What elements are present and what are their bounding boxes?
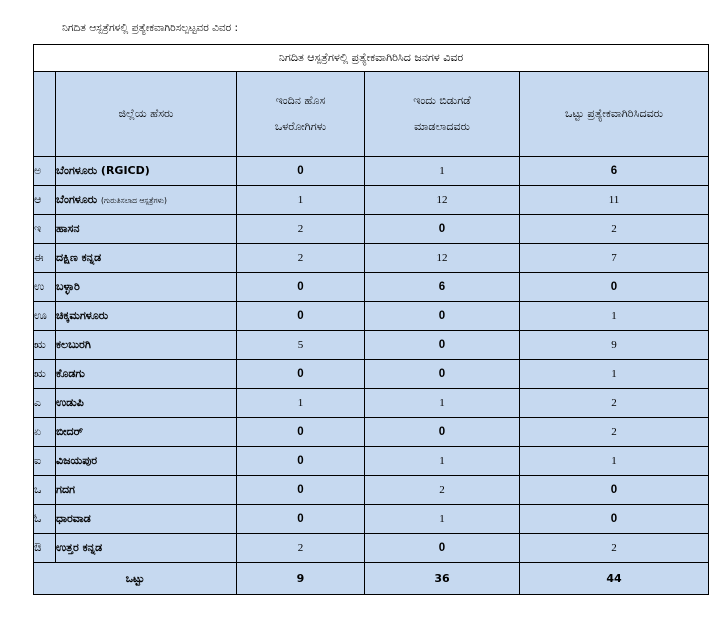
district-cell <box>56 505 237 534</box>
total-isolated-cell: 1 <box>520 360 709 389</box>
totals-row <box>34 563 709 595</box>
district-cell <box>56 302 237 331</box>
table-row <box>34 389 709 418</box>
total-isolated-cell: 2 <box>520 418 709 447</box>
new-admissions-cell: 0 <box>237 302 365 331</box>
discharged-cell: 0 <box>365 534 520 563</box>
district-cell <box>56 331 237 360</box>
total-isolated-cell: 7 <box>520 244 709 273</box>
total-isolated-cell: 9 <box>520 331 709 360</box>
discharged-cell: 1 <box>365 447 520 476</box>
table-row <box>34 476 709 505</box>
row-index: ಋ <box>34 331 56 360</box>
new-admissions-cell: 1 <box>237 186 365 215</box>
district-cell <box>56 244 237 273</box>
total-isolated-cell: 0 <box>520 476 709 505</box>
district-name: ಕೊಡಗು <box>56 367 85 380</box>
table-row <box>34 157 709 186</box>
table-row <box>34 505 709 534</box>
row-index: ಋ <box>34 360 56 389</box>
district-name: ಗದಗ <box>56 483 76 496</box>
discharged-cell: 1 <box>365 157 520 186</box>
discharged-cell: 0 <box>365 360 520 389</box>
table-row <box>34 447 709 476</box>
row-index: ಈ <box>34 244 56 273</box>
discharged-cell: 0 <box>365 302 520 331</box>
table-caption: ನಿಗದಿತ ಆಸ್ಪತ್ರೆಗಳಲ್ಲಿ ಪ್ರತ್ಯೇಕವಾಗಿರಿಸಿದ ಜನಗಳ ವಿವರ <box>34 45 709 72</box>
discharged-cell: 12 <box>365 244 520 273</box>
table-row <box>34 302 709 331</box>
district-note: (ಗುರುತಿಸಲಾದ ಆಸ್ಪತ್ರೆಗಳು) <box>100 196 167 205</box>
district-cell <box>56 447 237 476</box>
district-name: ಚಿಕ್ಕಮಗಳೂರು <box>56 309 109 322</box>
district-name: ಕಲಬುರಗಿ <box>56 338 91 351</box>
total-isolated-cell: 2 <box>520 534 709 563</box>
header-total-isolated: ಒಟ್ಟು ಪ್ರತ್ಯೇಕವಾಗಿರಿಸಿದವರು <box>520 72 709 157</box>
district-cell <box>56 186 237 215</box>
row-index: ಎ <box>34 389 56 418</box>
new-admissions-cell: 0 <box>237 505 365 534</box>
district-cell <box>56 273 237 302</box>
row-index: ಒ <box>34 476 56 505</box>
district-cell <box>56 534 237 563</box>
district-name: ಹಾಸನ <box>56 222 80 235</box>
row-index: ಊ <box>34 302 56 331</box>
discharged-cell: 1 <box>365 389 520 418</box>
discharged-cell: 1 <box>365 505 520 534</box>
district-cell <box>56 389 237 418</box>
row-index: ಅ <box>34 157 56 186</box>
district-name: ಬೆಂಗಳೂರು (RGICD) <box>56 164 150 177</box>
new-admissions-cell: 5 <box>237 331 365 360</box>
new-admissions-cell: 0 <box>237 157 365 186</box>
total-isolated-cell: 1 <box>520 447 709 476</box>
district-cell <box>56 157 237 186</box>
district-name: ವಿಜಯಪುರ <box>56 454 98 467</box>
row-index: ಏ <box>34 418 56 447</box>
row-index: ಐ <box>34 447 56 476</box>
new-admissions-cell: 0 <box>237 447 365 476</box>
discharged-cell: 12 <box>365 186 520 215</box>
row-index: ಉ <box>34 273 56 302</box>
total-isolated-cell: 6 <box>520 157 709 186</box>
row-index: ಇ <box>34 215 56 244</box>
district-cell <box>56 215 237 244</box>
table-caption-row <box>34 45 709 72</box>
discharged-cell: 2 <box>365 476 520 505</box>
new-admissions-cell: 0 <box>237 273 365 302</box>
new-admissions-cell: 0 <box>237 360 365 389</box>
isolation-table <box>33 44 709 595</box>
total-isolated-cell: 11 <box>520 186 709 215</box>
table-row <box>34 418 709 447</box>
discharged-cell: 6 <box>365 273 520 302</box>
district-name: ದಕ್ಷಿಣ ಕನ್ನಡ <box>56 251 102 264</box>
district-name: ಬಳ್ಳಾರಿ <box>56 280 80 293</box>
table-header-row <box>34 72 709 157</box>
table-row <box>34 244 709 273</box>
table-row <box>34 534 709 563</box>
total-isolated-cell: 0 <box>520 505 709 534</box>
header-discharged-line2: ಮಾಡಲಾದವರು <box>414 120 470 133</box>
new-admissions-cell: 2 <box>237 534 365 563</box>
table-row <box>34 360 709 389</box>
row-index: ಓ <box>34 505 56 534</box>
totals-total-isolated: 44 <box>520 563 709 595</box>
totals-discharged: 36 <box>365 563 520 595</box>
district-cell <box>56 360 237 389</box>
new-admissions-cell: 0 <box>237 476 365 505</box>
totals-new-admissions: 9 <box>237 563 365 595</box>
header-index <box>34 72 56 157</box>
total-isolated-cell: 2 <box>520 215 709 244</box>
row-index: ಔ <box>34 534 56 563</box>
district-name: ಬೀದರ್ <box>56 425 84 438</box>
header-new-admissions-line1: ಇಂದಿನ ಹೊಸ <box>275 94 326 107</box>
total-isolated-cell: 1 <box>520 302 709 331</box>
header-discharged <box>365 72 520 157</box>
total-isolated-cell: 2 <box>520 389 709 418</box>
totals-label: ಒಟ್ಟು <box>34 563 237 595</box>
district-name: ಉಡುಪಿ <box>56 396 84 409</box>
header-discharged-line1: ಇಂದು ಬಿಡುಗಡೆ <box>413 94 471 107</box>
header-new-admissions <box>237 72 365 157</box>
new-admissions-cell: 2 <box>237 215 365 244</box>
table-row <box>34 331 709 360</box>
district-name: ಉತ್ತರ ಕನ್ನಡ <box>56 541 103 554</box>
discharged-cell: 0 <box>365 331 520 360</box>
row-index: ಆ <box>34 186 56 215</box>
discharged-cell: 0 <box>365 215 520 244</box>
table-row <box>34 215 709 244</box>
table-row <box>34 186 709 215</box>
new-admissions-cell: 0 <box>237 418 365 447</box>
header-district: ಜಿಲ್ಲೆಯ ಹೆಸರು <box>56 72 237 157</box>
district-cell <box>56 476 237 505</box>
page-heading: ನಿಗದಿತ ಆಸ್ಪತ್ರೆಗಳಲ್ಲಿ ಪ್ರತ್ಯೇಕವಾಗಿರಿಸಲ್ಪಟ್ಟವರ ವಿವರ : <box>62 22 239 34</box>
district-name: ಧಾರವಾಡ <box>56 512 91 525</box>
total-isolated-cell: 0 <box>520 273 709 302</box>
header-new-admissions-line2: ಒಳರೋಗಿಗಳು <box>274 120 327 133</box>
discharged-cell: 0 <box>365 418 520 447</box>
table-row <box>34 273 709 302</box>
district-cell <box>56 418 237 447</box>
district-name: ಬೆಂಗಳೂರು <box>56 193 98 206</box>
new-admissions-cell: 2 <box>237 244 365 273</box>
new-admissions-cell: 1 <box>237 389 365 418</box>
